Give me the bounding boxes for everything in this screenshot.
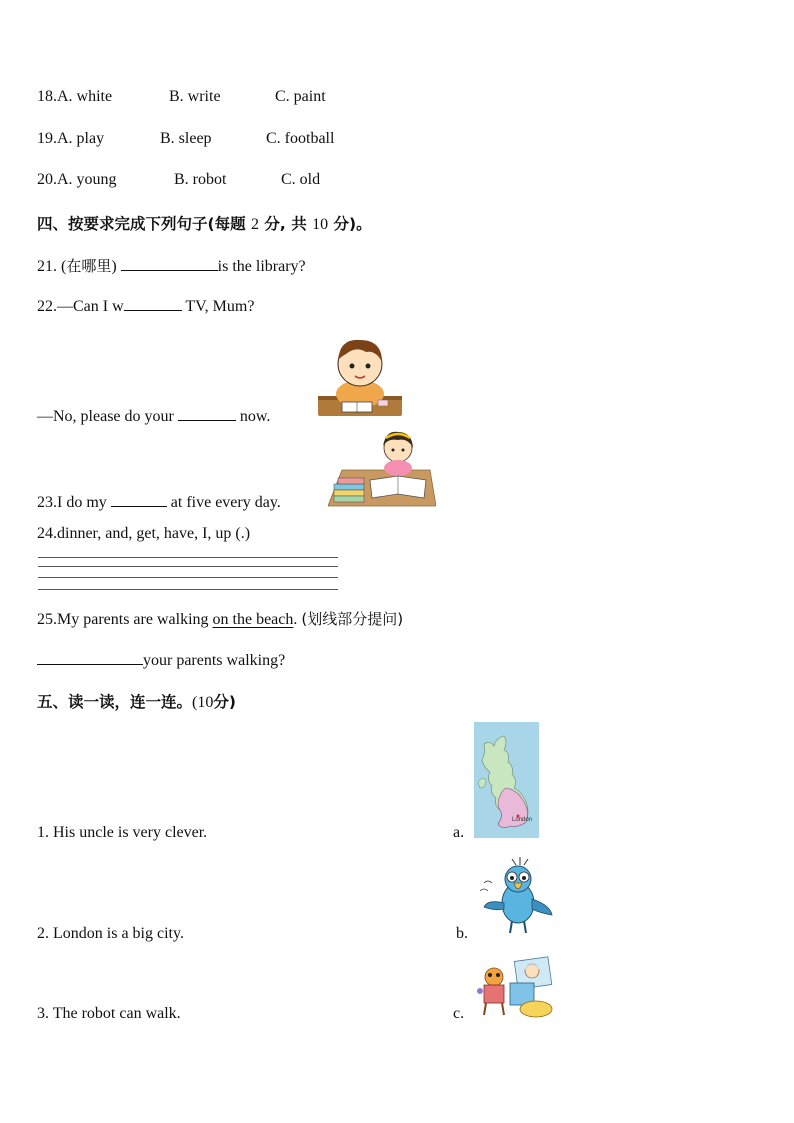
question-text: Can I w (73, 298, 124, 315)
points-each: 2 (251, 216, 260, 233)
question-number: 23. (37, 494, 57, 511)
question-text: My parents are walking (57, 611, 209, 628)
option-b: B. robot (174, 171, 227, 188)
option-a: A. play (57, 130, 105, 147)
question-24 (37, 525, 250, 543)
question-25-answer (37, 650, 285, 670)
question-18 (37, 88, 326, 106)
question-number: 18. (37, 88, 57, 105)
answer-blank[interactable] (178, 406, 236, 421)
points-total: 10 (312, 216, 329, 233)
points-mid: 分, (264, 215, 286, 233)
question-number: 19. (37, 130, 57, 147)
answer-blank[interactable] (121, 256, 218, 271)
robot-family-picture (474, 955, 556, 1021)
dialogue-dash: — (37, 408, 53, 425)
question-19 (37, 130, 335, 148)
section-title: 五、读一读，连一连。 (37, 693, 193, 711)
section-4-heading (37, 212, 372, 234)
period: . (293, 611, 298, 628)
question-23 (37, 492, 281, 512)
answer-text: your parents walking? (143, 652, 286, 669)
writing-line-3[interactable] (38, 577, 338, 578)
question-20 (37, 171, 321, 189)
match-sentence-3: 3. The robot can walk. (37, 1005, 181, 1022)
question-text-end: at five every day. (170, 494, 281, 511)
answer-text: No, please do your (53, 408, 174, 425)
instruction: (划线部分提问) (301, 610, 404, 628)
points-open: (10 (192, 694, 214, 711)
section-points-open: (每题 (207, 215, 246, 233)
points-total-label: 共 (291, 215, 307, 233)
dialogue-dash: — (57, 298, 73, 315)
option-a: A. white (57, 88, 113, 105)
option-a: A. young (57, 171, 117, 188)
question-22-answer (37, 406, 270, 426)
question-number: 22. (37, 298, 57, 315)
points-unit: 分) (213, 693, 236, 711)
writing-line-2[interactable] (38, 566, 338, 567)
question-text: I do my (57, 494, 107, 511)
section-5-heading (37, 690, 236, 712)
question-number: 24. (37, 525, 57, 542)
question-text-end: TV, Mum? (185, 298, 255, 315)
match-sentence-2: 2. London is a big city. (37, 925, 184, 942)
match-sentence-1: 1. His uncle is very clever. (37, 824, 208, 841)
option-c: C. football (266, 130, 335, 147)
question-21 (37, 255, 306, 276)
question-text: is the library? (217, 258, 306, 275)
map-label: London (512, 817, 533, 823)
question-number: 20. (37, 171, 57, 188)
hint-text: 在哪里 (66, 257, 112, 275)
points-end: 分)。 (333, 215, 372, 233)
question-25 (37, 608, 403, 629)
parrot-picture (474, 855, 554, 939)
question-number: 25. (37, 611, 57, 628)
option-b: B. write (169, 88, 221, 105)
match-letter-c[interactable]: c. (453, 1005, 465, 1022)
boy-writing-illustration (316, 332, 404, 418)
option-c: C. paint (275, 88, 326, 105)
uk-map-picture (474, 722, 539, 838)
answer-blank[interactable] (124, 296, 182, 311)
writing-line-1[interactable] (38, 557, 338, 558)
girl-reading-illustration (328, 428, 436, 508)
writing-line-4[interactable] (38, 589, 338, 590)
hint-open: ( (61, 258, 67, 275)
underlined-phrase: on the beach (212, 611, 294, 628)
option-c: C. old (281, 171, 321, 188)
answer-blank[interactable] (111, 492, 167, 507)
option-b: B. sleep (160, 130, 212, 147)
section-title: 四、按要求完成下列句子 (37, 215, 208, 233)
question-text: dinner, and, get, have, I, up (.) (57, 525, 251, 542)
answer-blank[interactable] (37, 650, 143, 665)
hint-close: ) (111, 258, 117, 275)
match-letter-b[interactable]: b. (456, 925, 468, 942)
question-22 (37, 296, 254, 316)
match-letter-a[interactable]: a. (453, 824, 465, 841)
answer-text-end: now. (239, 408, 271, 425)
question-number: 21. (37, 258, 57, 275)
